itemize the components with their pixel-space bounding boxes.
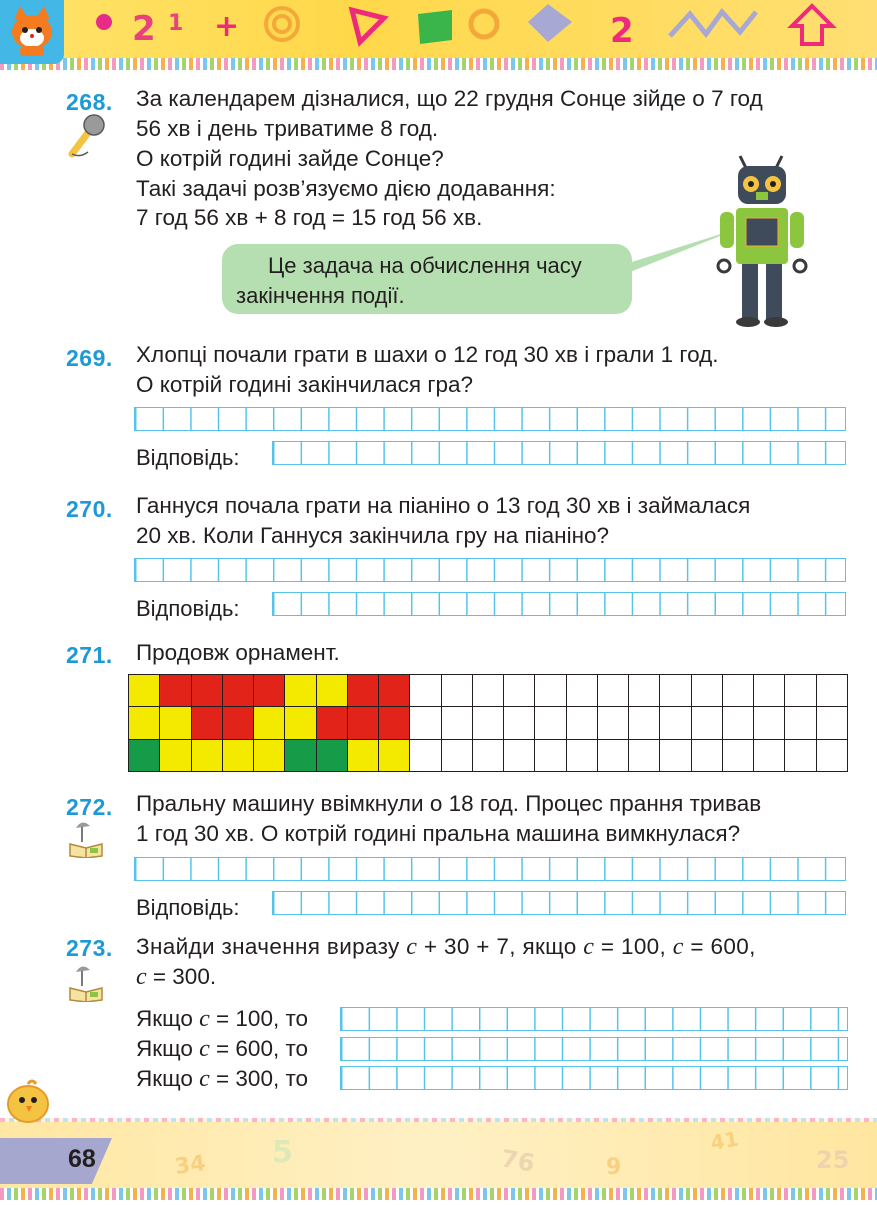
ornament-cell-empty[interactable]	[566, 675, 597, 707]
header-fringe	[0, 58, 877, 70]
footer-digit-shape: 41	[708, 1126, 741, 1155]
ornament-grid[interactable]	[128, 674, 848, 772]
ornament-cell-empty[interactable]	[441, 707, 472, 739]
ornament-cell-yellow	[160, 739, 191, 771]
task-273-line-1	[136, 932, 756, 962]
bubble-text-line-1: Це задача на обчислення часу	[268, 253, 582, 278]
ornament-cell-red	[222, 707, 253, 739]
solution-grid-272[interactable]	[134, 857, 846, 881]
case-grid-3[interactable]	[340, 1066, 848, 1090]
spiral-shape	[266, 8, 298, 40]
footer-digit-shape: 9	[606, 1155, 622, 1180]
ornament-cell-empty[interactable]	[441, 675, 472, 707]
ornament-cell-red	[379, 707, 410, 739]
ornament-cell-red	[254, 675, 285, 707]
ornament-row	[129, 675, 848, 707]
ornament-cell-empty[interactable]	[472, 739, 503, 771]
ornament-cell-yellow	[379, 739, 410, 771]
case-prefix: Якщо	[136, 1036, 200, 1061]
chick-icon	[2, 1074, 54, 1126]
footer-digit-shape: 25	[816, 1146, 850, 1174]
ornament-cell-empty[interactable]	[722, 675, 753, 707]
ornament-cell-empty[interactable]	[597, 707, 628, 739]
footer-digit-shape: 34	[173, 1150, 208, 1180]
answer-grid-270[interactable]	[272, 592, 846, 616]
task-number-273: 273.	[66, 935, 113, 961]
answer-label-269: Відповідь:	[136, 445, 240, 470]
task-number-270: 270.	[66, 496, 113, 522]
case-grid-1[interactable]	[340, 1007, 848, 1031]
ornament-cell-empty[interactable]	[597, 739, 628, 771]
ornament-cell-empty[interactable]	[660, 739, 691, 771]
triangle-shape	[352, 10, 384, 42]
case-grid-2[interactable]	[340, 1037, 848, 1061]
ornament-row	[129, 739, 848, 771]
ornament-cell-empty[interactable]	[785, 739, 816, 771]
ornament-cell-empty[interactable]	[441, 739, 472, 771]
task-273-text: = 300.	[146, 964, 217, 989]
ornament-cell-empty[interactable]	[629, 739, 660, 771]
ornament-cell-empty[interactable]	[816, 739, 848, 771]
task-268-line-5: 7 год 56 хв + 8 год = 15 год 56 хв.	[136, 205, 483, 230]
task-273-line-2	[136, 962, 216, 992]
task-268-line-1: За календарем дізналися, що 22 грудня Сонце зійде о 7 год	[136, 86, 763, 111]
green-quad-shape	[418, 10, 452, 44]
case-line-3	[136, 1064, 308, 1094]
ornament-cell-empty[interactable]	[754, 675, 785, 707]
ornament-cell-empty[interactable]	[722, 707, 753, 739]
diamond-shape	[528, 4, 572, 42]
robot-illustration	[712, 154, 812, 328]
task-273-text: = 100,	[594, 934, 673, 959]
answer-label-270: Відповідь:	[136, 596, 240, 621]
book-lamp-icon	[66, 818, 106, 858]
ornament-cell-red	[316, 707, 347, 739]
zigzag-shape	[670, 12, 756, 36]
ornament-cell-green	[129, 739, 160, 771]
ornament-cell-empty[interactable]	[504, 675, 535, 707]
ornament-cell-empty[interactable]	[629, 675, 660, 707]
ornament-cell-empty[interactable]	[816, 707, 848, 739]
ornament-cell-red	[191, 707, 222, 739]
ornament-cell-empty[interactable]	[691, 707, 722, 739]
header-shapes	[96, 4, 832, 51]
ornament-cell-empty[interactable]	[754, 739, 785, 771]
ornament-cell-empty[interactable]	[660, 707, 691, 739]
task-268-line-2: 56 хв і день триватиме 8 год.	[136, 116, 439, 141]
task-270-line-1: Ганнуся почала грати на піаніно о 13 год 30 хв і займалася	[136, 493, 751, 518]
ornament-cell-red	[347, 675, 378, 707]
cat-icon	[0, 0, 64, 64]
ring-shape	[471, 11, 497, 37]
ornament-cell-empty[interactable]	[535, 707, 566, 739]
ornament-cell-empty[interactable]	[816, 675, 848, 707]
ornament-cell-empty[interactable]	[691, 675, 722, 707]
variable-c: c	[672, 934, 684, 960]
ornament-cell-empty[interactable]	[504, 739, 535, 771]
variable-c: c	[406, 934, 418, 960]
ornament-cell-red	[222, 675, 253, 707]
ornament-cell-empty[interactable]	[691, 739, 722, 771]
task-269-line-1: Хлопці почали грати в шахи о 12 год 30 хв і грали 1 год.	[136, 342, 719, 367]
answer-grid-272[interactable]	[272, 891, 846, 915]
task-268-line-3: О котрій годині зайде Сонце?	[136, 146, 444, 171]
digit-two-shape: 2	[132, 9, 156, 49]
ornament-cell-empty[interactable]	[722, 739, 753, 771]
case-line-2	[136, 1034, 308, 1064]
ornament-cell-yellow	[254, 707, 285, 739]
ornament-cell-yellow	[191, 739, 222, 771]
ornament-cell-green	[285, 739, 316, 771]
book-lamp-icon	[66, 962, 106, 1002]
case-suffix: = 600, то	[209, 1036, 309, 1061]
ornament-cell-empty[interactable]	[535, 675, 566, 707]
ornament-cell-empty[interactable]	[504, 707, 535, 739]
ornament-cell-empty[interactable]	[629, 707, 660, 739]
ornament-cell-empty[interactable]	[566, 707, 597, 739]
header-band	[0, 0, 877, 58]
case-suffix: = 300, то	[209, 1066, 309, 1091]
ornament-cell-empty[interactable]	[597, 675, 628, 707]
task-272-line-1: Пральну машину ввімкнули о 18 год. Процес прання тривав	[136, 791, 762, 816]
task-269-line-2: О котрій годині закінчилася гра?	[136, 372, 474, 397]
ornament-cell-yellow	[316, 675, 347, 707]
ornament-row	[129, 707, 848, 739]
bubble-text-line-2: закінчення події.	[236, 283, 405, 308]
answer-grid-269[interactable]	[272, 441, 846, 465]
variable-c: c	[136, 964, 147, 990]
case-prefix: Якщо	[136, 1006, 200, 1031]
ornament-cell-red	[160, 675, 191, 707]
ornament-cell-yellow	[222, 739, 253, 771]
footer-digit-shape: 5	[272, 1135, 293, 1170]
task-268-line-4: Такі задачі розв’язуємо дією додавання:	[136, 176, 556, 201]
cat-tab	[0, 0, 64, 64]
task-273-text: + 30 + 7, якщо	[417, 934, 584, 959]
task-271-line-1: Продовж орнамент.	[136, 640, 340, 665]
task-number-269: 269.	[66, 345, 113, 371]
page-number: 68	[68, 1145, 96, 1173]
variable-c: c	[199, 1036, 210, 1062]
case-line-1	[136, 1004, 308, 1034]
ornament-cell-red	[347, 707, 378, 739]
task-number-272: 272.	[66, 794, 113, 820]
task-270-line-2: 20 хв. Коли Ганнуся закінчила гру на піаніно?	[136, 523, 610, 548]
footer-digit-shape: 76	[498, 1144, 537, 1178]
variable-c: c	[199, 1006, 210, 1032]
ornament-cell-yellow	[285, 707, 316, 739]
digit-one-shape: 1	[168, 11, 184, 36]
plus-shape: +	[214, 9, 240, 44]
arrow-up-shape	[792, 6, 832, 44]
task-273-text: Знайди значення виразу	[136, 934, 407, 959]
ornament-cell-yellow	[160, 707, 191, 739]
ornament-cell-empty[interactable]	[566, 739, 597, 771]
ornament-cell-red	[379, 675, 410, 707]
digit-two-pink-shape: 2	[610, 11, 634, 51]
task-272-line-2: 1 год 30 хв. О котрій годині пральна машина вимкнулася?	[136, 821, 741, 846]
variable-c: c	[583, 934, 595, 960]
ornament-cell-empty[interactable]	[410, 707, 441, 739]
ornament-cell-empty[interactable]	[410, 739, 441, 771]
ornament-cell-empty[interactable]	[410, 675, 441, 707]
ornament-cell-yellow	[129, 675, 160, 707]
ornament-cell-empty[interactable]	[754, 707, 785, 739]
variable-c: c	[199, 1066, 210, 1092]
ornament-cell-yellow	[129, 707, 160, 739]
spiral-inner-shape	[274, 16, 290, 32]
task-273-text: = 600,	[683, 934, 756, 959]
case-prefix: Якщо	[136, 1066, 200, 1091]
task-number-271: 271.	[66, 642, 113, 668]
ornament-cell-empty[interactable]	[472, 675, 503, 707]
ornament-cell-empty[interactable]	[660, 675, 691, 707]
footer-fringe-bottom	[0, 1188, 877, 1200]
ornament-cell-empty[interactable]	[785, 675, 816, 707]
ornament-cell-red	[191, 675, 222, 707]
case-suffix: = 100, то	[209, 1006, 309, 1031]
ornament-cell-yellow	[285, 675, 316, 707]
ornament-cell-yellow	[347, 739, 378, 771]
task-number-268: 268.	[66, 89, 113, 115]
ornament-cell-empty[interactable]	[535, 739, 566, 771]
ornament-cell-green	[316, 739, 347, 771]
solution-grid-269[interactable]	[134, 407, 846, 431]
ornament-cell-empty[interactable]	[785, 707, 816, 739]
solution-grid-270[interactable]	[134, 558, 846, 582]
microphone-icon	[64, 112, 108, 160]
answer-label-272: Відповідь:	[136, 895, 240, 920]
header-decoration	[0, 0, 877, 58]
dot-shape	[96, 14, 112, 30]
ornament-cell-yellow	[254, 739, 285, 771]
ornament-cell-empty[interactable]	[472, 707, 503, 739]
